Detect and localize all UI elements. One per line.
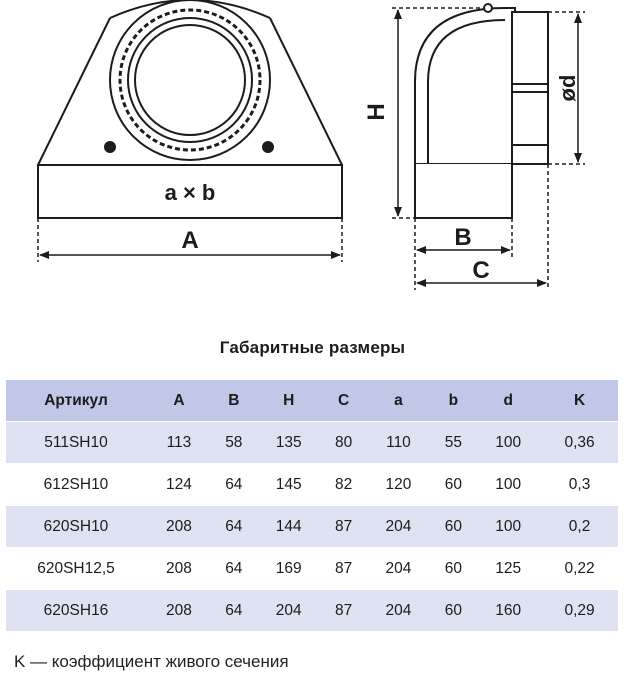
side-view: [392, 4, 585, 290]
cell-a-small: 204: [385, 517, 412, 535]
footnote: K — коэффициент живого сечения: [14, 652, 289, 671]
cell-h: 204: [275, 601, 302, 619]
cell-b-small: 60: [444, 601, 462, 619]
cell-k: 0,36: [564, 433, 595, 451]
table-row: [6, 464, 618, 506]
cell-k: 0,29: [564, 601, 595, 619]
cell-b-small: 60: [444, 475, 462, 493]
cell-c: 82: [334, 475, 353, 493]
cell-b-small: 55: [444, 433, 462, 451]
cell-k: 0,3: [568, 475, 591, 493]
cell-article: 620SH10: [43, 517, 109, 535]
cell-a: 208: [165, 559, 192, 577]
table-row: [6, 548, 618, 590]
table-row: [6, 506, 618, 548]
cell-article: 612SH10: [43, 475, 109, 493]
cell-article: 620SH12,5: [37, 559, 115, 577]
label-width-a: A: [181, 227, 199, 254]
cell-b: 58: [225, 433, 243, 451]
header-article: Артикул: [44, 391, 108, 409]
cell-c: 80: [334, 433, 353, 451]
cell-d: 100: [495, 433, 522, 451]
mount-hole-left: [105, 142, 115, 152]
cell-d: 100: [495, 517, 522, 535]
cell-b: 64: [225, 601, 243, 619]
dimensions-table: [6, 380, 618, 632]
cell-a: 208: [165, 601, 192, 619]
label-depth-b: B: [454, 224, 472, 251]
cell-b: 64: [225, 559, 243, 577]
cell-b-small: 60: [444, 559, 462, 577]
cell-d: 125: [495, 559, 522, 577]
header-b: B: [228, 391, 240, 409]
cell-article: 620SH16: [43, 601, 109, 619]
cell-h: 145: [275, 475, 302, 493]
cell-c: 87: [334, 559, 353, 577]
technical-drawing: [0, 0, 625, 330]
cell-a: 208: [165, 517, 192, 535]
label-height-h: H: [363, 103, 390, 121]
header-a: A: [173, 391, 185, 409]
label-area: a × b: [164, 180, 216, 205]
cell-d: 100: [495, 475, 522, 493]
table-row: [6, 422, 618, 464]
cell-d: 160: [495, 601, 522, 619]
cell-h: 144: [275, 517, 302, 535]
cell-a-small: 204: [385, 601, 412, 619]
header-a-small: a: [394, 391, 403, 409]
side-base-block: [415, 163, 512, 218]
side-collar: [512, 12, 548, 164]
cell-h: 169: [275, 559, 302, 577]
header-k: K: [573, 391, 586, 409]
cell-b-small: 60: [444, 517, 462, 535]
cell-a-small: 120: [385, 475, 412, 493]
mount-hole-right: [263, 142, 273, 152]
header-b-small: b: [448, 391, 459, 409]
cell-b: 64: [225, 517, 243, 535]
label-depth-c: C: [472, 257, 490, 284]
cell-b: 64: [225, 475, 243, 493]
cell-a-small: 204: [385, 559, 412, 577]
side-top-detail: [484, 4, 492, 12]
front-view: [38, 0, 342, 262]
table-title: Габаритные размеры: [219, 338, 406, 357]
cell-k: 0,2: [568, 517, 591, 535]
cell-k: 0,22: [564, 559, 595, 577]
header-c: C: [337, 391, 350, 409]
cell-c: 87: [334, 517, 353, 535]
side-elbow-body: [415, 8, 515, 163]
header-h: H: [283, 391, 295, 409]
cell-article: 511SH10: [44, 433, 108, 451]
cell-h: 135: [275, 433, 302, 451]
header-d: d: [503, 391, 513, 409]
table-row: [6, 590, 618, 632]
cell-a: 113: [166, 433, 192, 451]
cell-c: 87: [334, 601, 353, 619]
cell-a: 124: [165, 475, 192, 493]
table-header-row: [6, 380, 618, 422]
cell-a-small: 110: [386, 433, 411, 451]
label-diameter-d: ød: [555, 74, 580, 102]
